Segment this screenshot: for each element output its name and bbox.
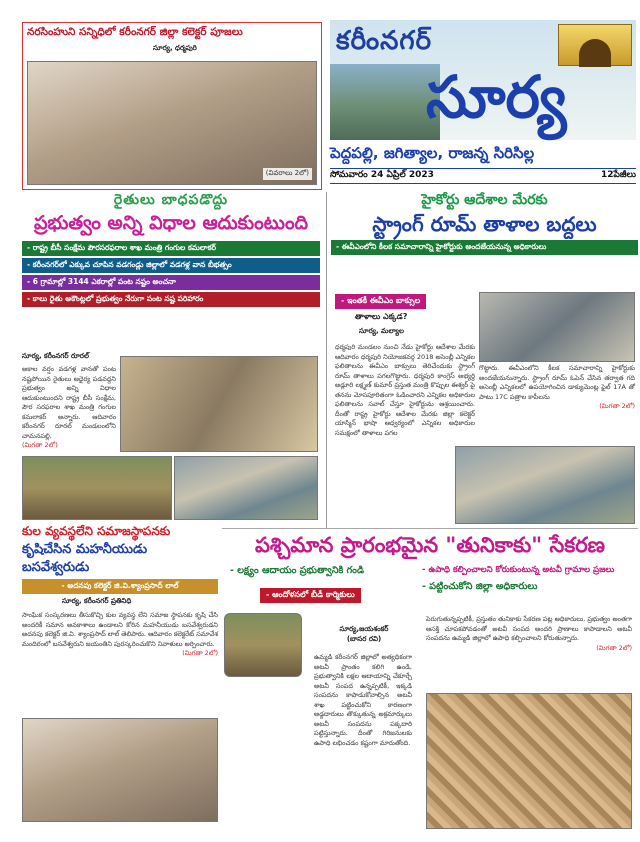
strong-room-headline[interactable]: స్ట్రాంగ్ రూమ్ తాళాల బద్దలు <box>372 212 597 236</box>
farmers-text-column <box>22 352 116 451</box>
evm-photo <box>479 292 635 362</box>
dateline <box>330 168 636 184</box>
farmers-story[interactable] <box>22 192 320 522</box>
strong-room-story[interactable] <box>326 192 638 528</box>
strong-room-byline: సూర్య, మల్యాల <box>359 327 404 335</box>
strong-room-col-2 <box>479 364 635 412</box>
farmers-byline: సూర్య, కరీంనగర్ రూరల్ <box>22 352 89 360</box>
farmers-bullet-1: - రాష్ట్ర బీసీ సంక్షేమ పౌరసరఫరాల శాఖ మంత్రి గంగుల కమలాకర్ <box>22 241 320 256</box>
page-count: 12పేజీలు <box>601 170 636 180</box>
masthead <box>330 20 636 188</box>
top-story[interactable] <box>22 22 322 190</box>
tunikaku-chip: - ఆందోళనలో బీడీ కార్మికులు <box>260 588 361 603</box>
basaveshwara-headline[interactable]: కృషిచేసిన మహనీయుడు బసవేశ్వరుడు <box>22 542 148 575</box>
tunikaku-body-1: ఉమ్మడి కరీంనగర్ జిల్లాలో అత్యధికంగా అటవీ ప్రాంతం కలిగి ఉండి, ప్రభుత్వానికి లక్షల ఆదాయాన్ని చేకూర్చే అటవీ సంపద ఉన్నప్పటికీ, ఇక్కడి సంపదను కాపాడుకోవాల్సిన అటవీ శాఖ పట్టించుకోని కారణంగా అడ్డదారులు తొక్కుతున్న అక్రమార్కులు అటవీ సంపదను పక్కదారి పట్టిస్తున్నారు. దీంతో గిరిజనులకు ఉపాధి లభించడం కష్టంగా మారుతోంది. <box>314 653 412 747</box>
basaveshwara-story[interactable] <box>22 524 218 830</box>
basaveshwara-more[interactable]: (మిగతా 2లో) <box>182 649 218 657</box>
tunikaku-body-2: పెరుగుతున్నప్పటికీ, ప్రస్తుతం తునికాకు సేకరణ పట్ల అధికారులు, ప్రభుత్వం అంతగా ఆసక్తి చూపకపోవడంతో అటవీ సంపద అందరి ప్రాణాలు కాపాడాలని అటవీ సంపదను ఉమ్మడి జిల్లాలో ఉపాధి కల్పించాలని కోరుతున్నారు. <box>426 615 632 642</box>
top-story-more[interactable]: (వివరాలు 2లో) <box>263 168 312 180</box>
tunikaku-byline: సూర్య,జయశంకర్ <box>339 625 389 633</box>
crop-damage-photo <box>22 456 172 520</box>
tunikaku-subheads-left <box>230 565 420 603</box>
tunikaku-sub-2: - ఉపాధి కల్పించాలని కోరుకుంటున్న అటవీ గ్రామాల ప్రజలు <box>422 565 615 575</box>
tunikaku-sub-1: - లక్ష్యం ఆదాయం ప్రభుత్వానికి గండి <box>230 565 365 576</box>
basaveshwara-tribute-photo <box>22 718 218 822</box>
tunikaku-subheads-right <box>422 565 636 594</box>
strong-room-kicker: హైకోర్టు ఆదేశాల మేరకు <box>421 192 548 208</box>
top-story-byline: సూర్య, ధర్మపురి <box>153 44 197 52</box>
strong-room-col-1 <box>335 288 475 438</box>
top-story-headline[interactable]: నరసింహుని సన్నిధిలో కరీంనగర్ జిల్లా కలెక్టర్ పూజలు <box>27 26 243 38</box>
fort-emblem-icon <box>558 24 632 66</box>
farmers-bullet-3: - 6 గ్రామాల్లో 3144 ఎకరాల్లో పంట నష్టం అంచనా <box>22 275 320 290</box>
basaveshwara-tag: - అదనపు కలెక్టర్ జి.వి.శ్యాంప్రసాద్ లాల్ <box>22 579 218 594</box>
tunikaku-bylines <box>314 625 414 645</box>
strong-room-tag: - ఇంతకీ ఈవీఎం బాక్సుల <box>335 294 426 309</box>
basaveshwara-byline: సూర్య, కరీంనగర్ ప్రతినిధి <box>62 597 132 605</box>
farmers-bullet-4: - కాలు రైతు అకౌంట్లలో ప్రభుత్వం నేరుగా పంట నష్ట పరిహారం <box>22 292 320 307</box>
strong-room-bar: - ఈవీఎంలోని కీలక సమాచారాన్ని హైకోర్టుకు అందజేయనున్న అధికారులు <box>331 240 638 255</box>
strong-room-more[interactable]: (మిగతా 2లో) <box>599 402 635 410</box>
tunikaku-story[interactable] <box>222 528 638 834</box>
tunikaku-col-2 <box>426 615 632 653</box>
farmers-body: అకాల వర్షం వడగళ్ల వానతో పంట నష్టపోయిన రైతులు అధైర్య పడవద్దని ప్రభుత్వం అన్ని విధాల ఆదుకుంటుందని రాష్ట్ర బీసీ సంక్షేమ, పౌర సరఫరాల శాఖ మంత్రి గంగుల కమలాకర్ అన్నారు. ఆదివారం కరీంనగర్ రూరల్ మండలంలోని చామనపల్లి, <box>22 365 116 440</box>
tendu-leaf-bundles-photo <box>426 693 632 829</box>
tendu-leaf-collector-photo <box>224 613 302 677</box>
tunikaku-byline-2: (బాసర రవి) <box>346 635 382 643</box>
issue-date: సోమవారం 24 ఏప్రిల్ 2023 <box>330 170 434 180</box>
farmers-kicker: రైతులు బాధపడొద్దు <box>113 192 229 208</box>
masthead-town: కరీంనగర్ <box>336 26 433 56</box>
strong-room-tag-2: తాళాలు ఎక్కడ? <box>355 312 408 321</box>
strong-room-building-photo <box>455 446 635 524</box>
basaveshwara-body: సాంఘిక సంస్కరణలు తీసుకొచ్చి కుల వ్యవస్థ లేని సమాజ స్థాపనకు కృషి చేసి అందరికీ సమాన అవకాశాలు ఉండాలని కోరిన మహనీయుడు బసవేశ్వరుడని అదనపు కలెక్టర్ జి.వి. శ్యాంప్రసాద్ లాల్ తెలిపారు. ఆదివారం కలెక్టరేట్ సమావేశ మందిరంలో బసవేశ్వరుని జయంతిని పురస్కరించుకొని నివాళులు అర్పించారు. <box>22 611 218 648</box>
minister-farmers-photo <box>120 356 318 452</box>
masthead-title: సూర్య <box>426 63 567 131</box>
dam-photo <box>330 64 440 140</box>
minister-field-photo <box>174 456 318 520</box>
farmers-more[interactable]: (మిగతా 2లో) <box>22 441 58 449</box>
tunikaku-more[interactable]: (మిగతా 2లో) <box>596 643 632 652</box>
farmers-headline[interactable]: ప్రభుత్వం అన్ని విధాల ఆదుకుంటుంది <box>33 212 309 234</box>
farmers-bullet-2: - కరీంనగర్‌లో ఎక్కువ చూపిన వడగండ్లు జిల్లాలో వడగళ్ల వాన బీభత్సం <box>22 258 320 273</box>
masthead-logo <box>330 20 636 140</box>
collector-puja-photo <box>27 61 317 185</box>
tunikaku-headline[interactable]: పశ్చిమాన ప్రారంభమైన "తునికాకు" సేకరణ <box>254 533 606 557</box>
tunikaku-sub-3: - పట్టించుకోని జిల్లా అధికారులు <box>422 581 538 592</box>
basaveshwara-kicker: కుల వ్యవస్థలేని సమాజస్థాపనకు <box>22 524 171 538</box>
strong-room-body-2: గొట్టారు. ఈవీఎంలోని కీలక సమాచారాన్ని హైకోర్టుకు అందజేయనున్నారు. స్ట్రాంగ్ రూమ్ ఓపెన్ చేసిన తర్వాత గది అసెంబ్లీ ఎన్నికలలో ఉపయోగించిన డాక్యుమెంట్ల ఫైల్ 17A తో పాటు 17C పత్రాల కాపీలను <box>479 364 635 401</box>
strong-room-body-1: ధర్మపురి మండలం నుంచి నేడు హైకోర్టు ఆదేశాల మేరకు ఆదివారం ధర్మపురి నియోజకవర్గ 2018 అసెంబ్లీ ఎన్నికల ఫలితాలను ఈవీఎం బాక్సులు తెరిచేందుకు స్ట్రాంగ్ రూమ్ తాళాలు పగలగొట్టారు. ధర్మపురి కాంగ్రెస్ అభ్యర్థి అడ్లూరి లక్ష్మణ్ కుమార్ ప్రస్తుత మంత్రి కొప్పుల ఈశ్వర్ పై తనను మోసపూరితంగా ఓడించారని ఎన్నికల అధికారుల ఫలితాలను సవాల్ చేస్తూ హైకోర్టును ఆశ్రయించారు. దీంతో రాష్ట్ర హైకోర్టు ఆదేశాల మేరకు జిల్లా కలెక్టర్ యాస్మిన్ భాషా ఆధ్వర్యంలో ఎన్నికల అధికారుల సమక్షంలో తాళాలు పగల <box>335 343 475 437</box>
masthead-regions: పెద్దపల్లి, జగిత్యాల, రాజన్న సిరిసిల్ల <box>330 144 535 162</box>
